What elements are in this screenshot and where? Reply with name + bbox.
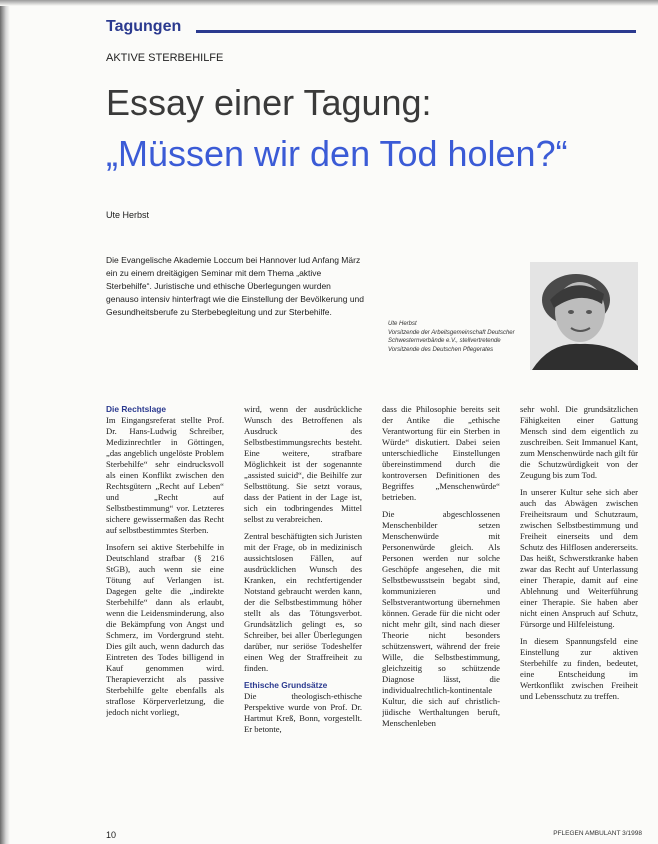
paragraph: In diesem Spannungsfeld eine Einstellung zur aktiven Sterbehilfe zu finden, bedeutet, eine Entscheidung im Wertkonflikt zwischen Freiheit und Lebensschutz zu treffen. — [520, 636, 638, 701]
article-kicker: AKTIVE STERBEHILFE — [106, 52, 224, 64]
article-teaser: Die Evangelische Akademie Loccum bei Hannover lud Anfang März ein zu einem dreitägigen Seminar mit dem Thema „aktive Sterbehilfe“. Juristische und ethische Überlegungen wurden genauso intensiv hinterfragt wie die Einstellung der Bevölkerung und Gesundheitsberufe zu Sterbebegleitung und zur Sterbehilfe. — [106, 255, 364, 317]
subheading-rechtslage: Die Rechtslage — [106, 404, 167, 414]
paragraph: Die abgeschlossenen Menschenbilder setzen Menschenwürde mit Personenwürde gleich. Als Personen werden nur solche Geschöpfe angesehen, die mit Selbstbewusstsein begabt sind, kommunizieren und Selbstverantwortung übernehmen können. Gerade für die nicht oder nicht mehr gilt, sind nach dieser Theorie nicht besonders schützenswert, während der freie Wille, die Selbstbestimmung, gleichzeitig so schützende Diagnose lässt, die individualrechtlich-kontinentale Kultur, die sich auf christlich-jüdische Werthaltungen beruft, Menschenleben — [382, 509, 500, 728]
paragraph: dass die Philosophie bereits seit der Antike die „ethische Verantwortung für ein Sterben in Würde“ diskutiert. Dabei seien unterschiedliche Einstellungen übereinstimmend durch die kontroversen Definitionen des Begriffes „Menschenwürde“ betrieben. — [382, 404, 500, 502]
paragraph: Die theologisch-ethische Perspektive wurde von Prof. Dr. Hartmut Kreß, Bonn, vorgestellt. Er betonte, — [244, 691, 362, 734]
headline-line-1: Essay einer Tagung: — [106, 82, 432, 123]
paragraph: Im Eingangsreferat stellte Prof. Dr. Hans-Ludwig Schreiber, Medizinrechtler in Göttingen, „das angeblich ungelöste Problem Sterbehilfe“ sehr eindrucksvoll als einen Konflikt zwischen den Rechtsgütern „Recht auf Leben“ und „Recht auf Selbstbestimmung“ vor. Letzteres sichere gewissermaßen das Recht auf selbstbestimmtes Sterben. — [106, 415, 224, 535]
column-4 — [520, 404, 638, 824]
column-1 — [106, 404, 224, 824]
column-2 — [244, 404, 362, 824]
paragraph: Insofern sei aktive Sterbehilfe in Deutschland strafbar (§ 216 StGB), auch wenn sie eine Tötung auf Verlangen ist. Dagegen gelte die „indirekte Sterbehilfe“ dann als erlaubt, wenn die Leidensminderung, also die Bekämpfung von Angst und Schmerz, im Vordergrund steht. Dies gilt auch, wenn dadurch das Eintreten des Todes billigend in Kauf genommen wird. Therapieverzicht als passive Sterbehilfe gelte ebenfalls als straflose Körperverletzung, die jedoch nicht vorliegt, — [106, 542, 224, 717]
section-rule — [196, 30, 636, 33]
headline-line-2: „Müssen wir den Tod holen?“ — [106, 133, 568, 174]
page-edge-shadow — [0, 0, 10, 844]
paragraph: In unserer Kultur sehe sich aber auch das Abwägen zwischen Freiheitsraum und Schutzraum, zwischen Selbstbestimmung und Freiheit einerseits und dem Schutz des Hilflosen andererseits. Das heißt, Schwerstkranke haben zwar das Recht auf Unterlassung einer Therapie, damit auf eine Ablehnung und Weiterführung einer Therapie. Sie haben aber nicht einen Anspruch auf Schutz, Fürsorge und Hilfeleistung. — [520, 487, 638, 629]
subheading-ethik: Ethische Grundsätze — [244, 680, 328, 690]
page-number: 10 — [106, 830, 117, 840]
author-photo — [530, 262, 638, 370]
paragraph: wird, wenn der ausdrückliche Wunsch des Betroffenen als Ausdruck des Selbstbestimmungsrechts besteht. Eine weitere, strafbare Möglichkeit ist der sogenannte „assisted suicid“, die Beihilfe zur Selbsttötung. Sie setzt voraus, dass der Patient in der Lage ist, sich ein todbringendes Mittel selbst zu verabreichen. — [244, 404, 362, 524]
photo-caption: Ute Herbst Vorsitzende der Arbeitsgemeinschaft Deutscher Schwesternverbände e.V., stellvertretende Vorsitzende des Deutschen Pflegerates — [388, 321, 515, 353]
page-top-shadow — [0, 0, 658, 6]
section-label: Tagungen — [106, 18, 182, 35]
author-byline: Ute Herbst — [106, 210, 150, 220]
column-3 — [382, 404, 500, 824]
paragraph: Zentral beschäftigten sich Juristen mit der Frage, ob in medizinisch aussichtslosen Fällen, auf ausdrücklichen Wunsch des Kranken, ein rechtfertigender Notstand gebraucht werden kann, der die Selbstbestimmung höher stellt als das Tötungsverbot. Grundsätzlich gelingt es, so Schreiber, bei aller Überlegungen darüber, nur seriöse Todeshelfer einen Weg der Straffreiheit zu finden. — [244, 531, 362, 673]
paragraph: sehr wohl. Die grundsätzlichen Fähigkeiten einer Gattung Mensch sind dem eigentlich zu zuschreiben. Seit Immanuel Kant, zum Menschenwürde nach gilt für die Schutzwürdigkeit von der Zeugung bis zum Tod. — [520, 404, 638, 480]
portrait-illustration — [530, 262, 638, 370]
publication-footer: PFLEGEN AMBULANT 3/1998 — [553, 830, 642, 837]
